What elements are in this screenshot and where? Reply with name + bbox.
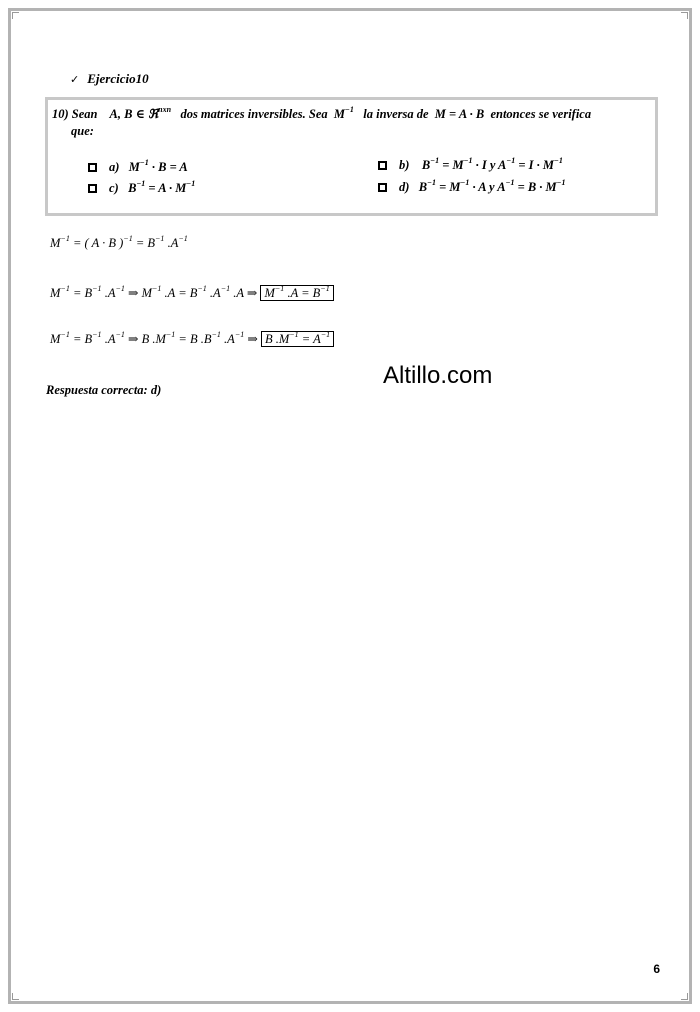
check-icon: ✓ <box>70 73 80 86</box>
equation-3: $M^{-1} = B^{-1}$ $.A^{-1}$ ⇒ B $.M^{-1} = B$ $.B^{-1}$ $.A^{-1}$ ⇒ B $.M^{-1} = A^{-1}$ <box>50 331 334 347</box>
option-a[interactable]: a) $M^{-1} \cdot B = A$ <box>88 160 188 175</box>
checkbox[interactable] <box>378 183 387 192</box>
boxed-result: $M^{-1}$ $.A = B^{-1}$ <box>260 285 333 301</box>
watermark: Altillo.com <box>383 362 493 389</box>
corner-mark <box>681 993 688 1000</box>
question-text: 10) Sean A, B ∈ ℜ$^{nxn}$ dos matrices inversibles. Sea $M^{-1}$ la inversa de M = A · B entonces se verifica que: <box>52 105 592 138</box>
option-d[interactable]: d) $B^{-1} = M^{-1} \cdot A$ y $A^{-1} = B \cdot M^{-1}$ <box>378 180 566 195</box>
checkbox[interactable] <box>88 163 97 172</box>
checkbox[interactable] <box>88 184 97 193</box>
checkbox[interactable] <box>378 161 387 170</box>
exercise-heading: ✓ Ejercicio10 <box>70 71 149 86</box>
equation-2: $M^{-1} = B^{-1}$ $.A^{-1}$ ⇒ $M^{-1}$ $.A = B^{-1}$ $.A^{-1}$ .A ⇒ $M^{-1}$ $.A = B^{-1}$ <box>50 285 334 301</box>
corner-mark <box>12 12 19 19</box>
corner-mark <box>12 993 19 1000</box>
boxed-result: B $.M^{-1} = A^{-1}$ <box>261 331 334 347</box>
exercise-box <box>45 97 658 216</box>
correct-answer: Respuesta correcta: d) <box>46 383 162 397</box>
page-number: 6 <box>653 962 660 976</box>
equation-1: $M^{-1}$ = ( A · B )$^{-1} = B^{-1}$ $.A^{-1}$ <box>50 234 188 250</box>
option-c[interactable]: c) $B^{-1} = A \cdot M^{-1}$ <box>88 181 195 196</box>
option-b[interactable]: b) $B^{-1} = M^{-1} \cdot I$ y $A^{-1} = I \cdot M^{-1}$ <box>378 158 563 173</box>
corner-mark <box>681 12 688 19</box>
